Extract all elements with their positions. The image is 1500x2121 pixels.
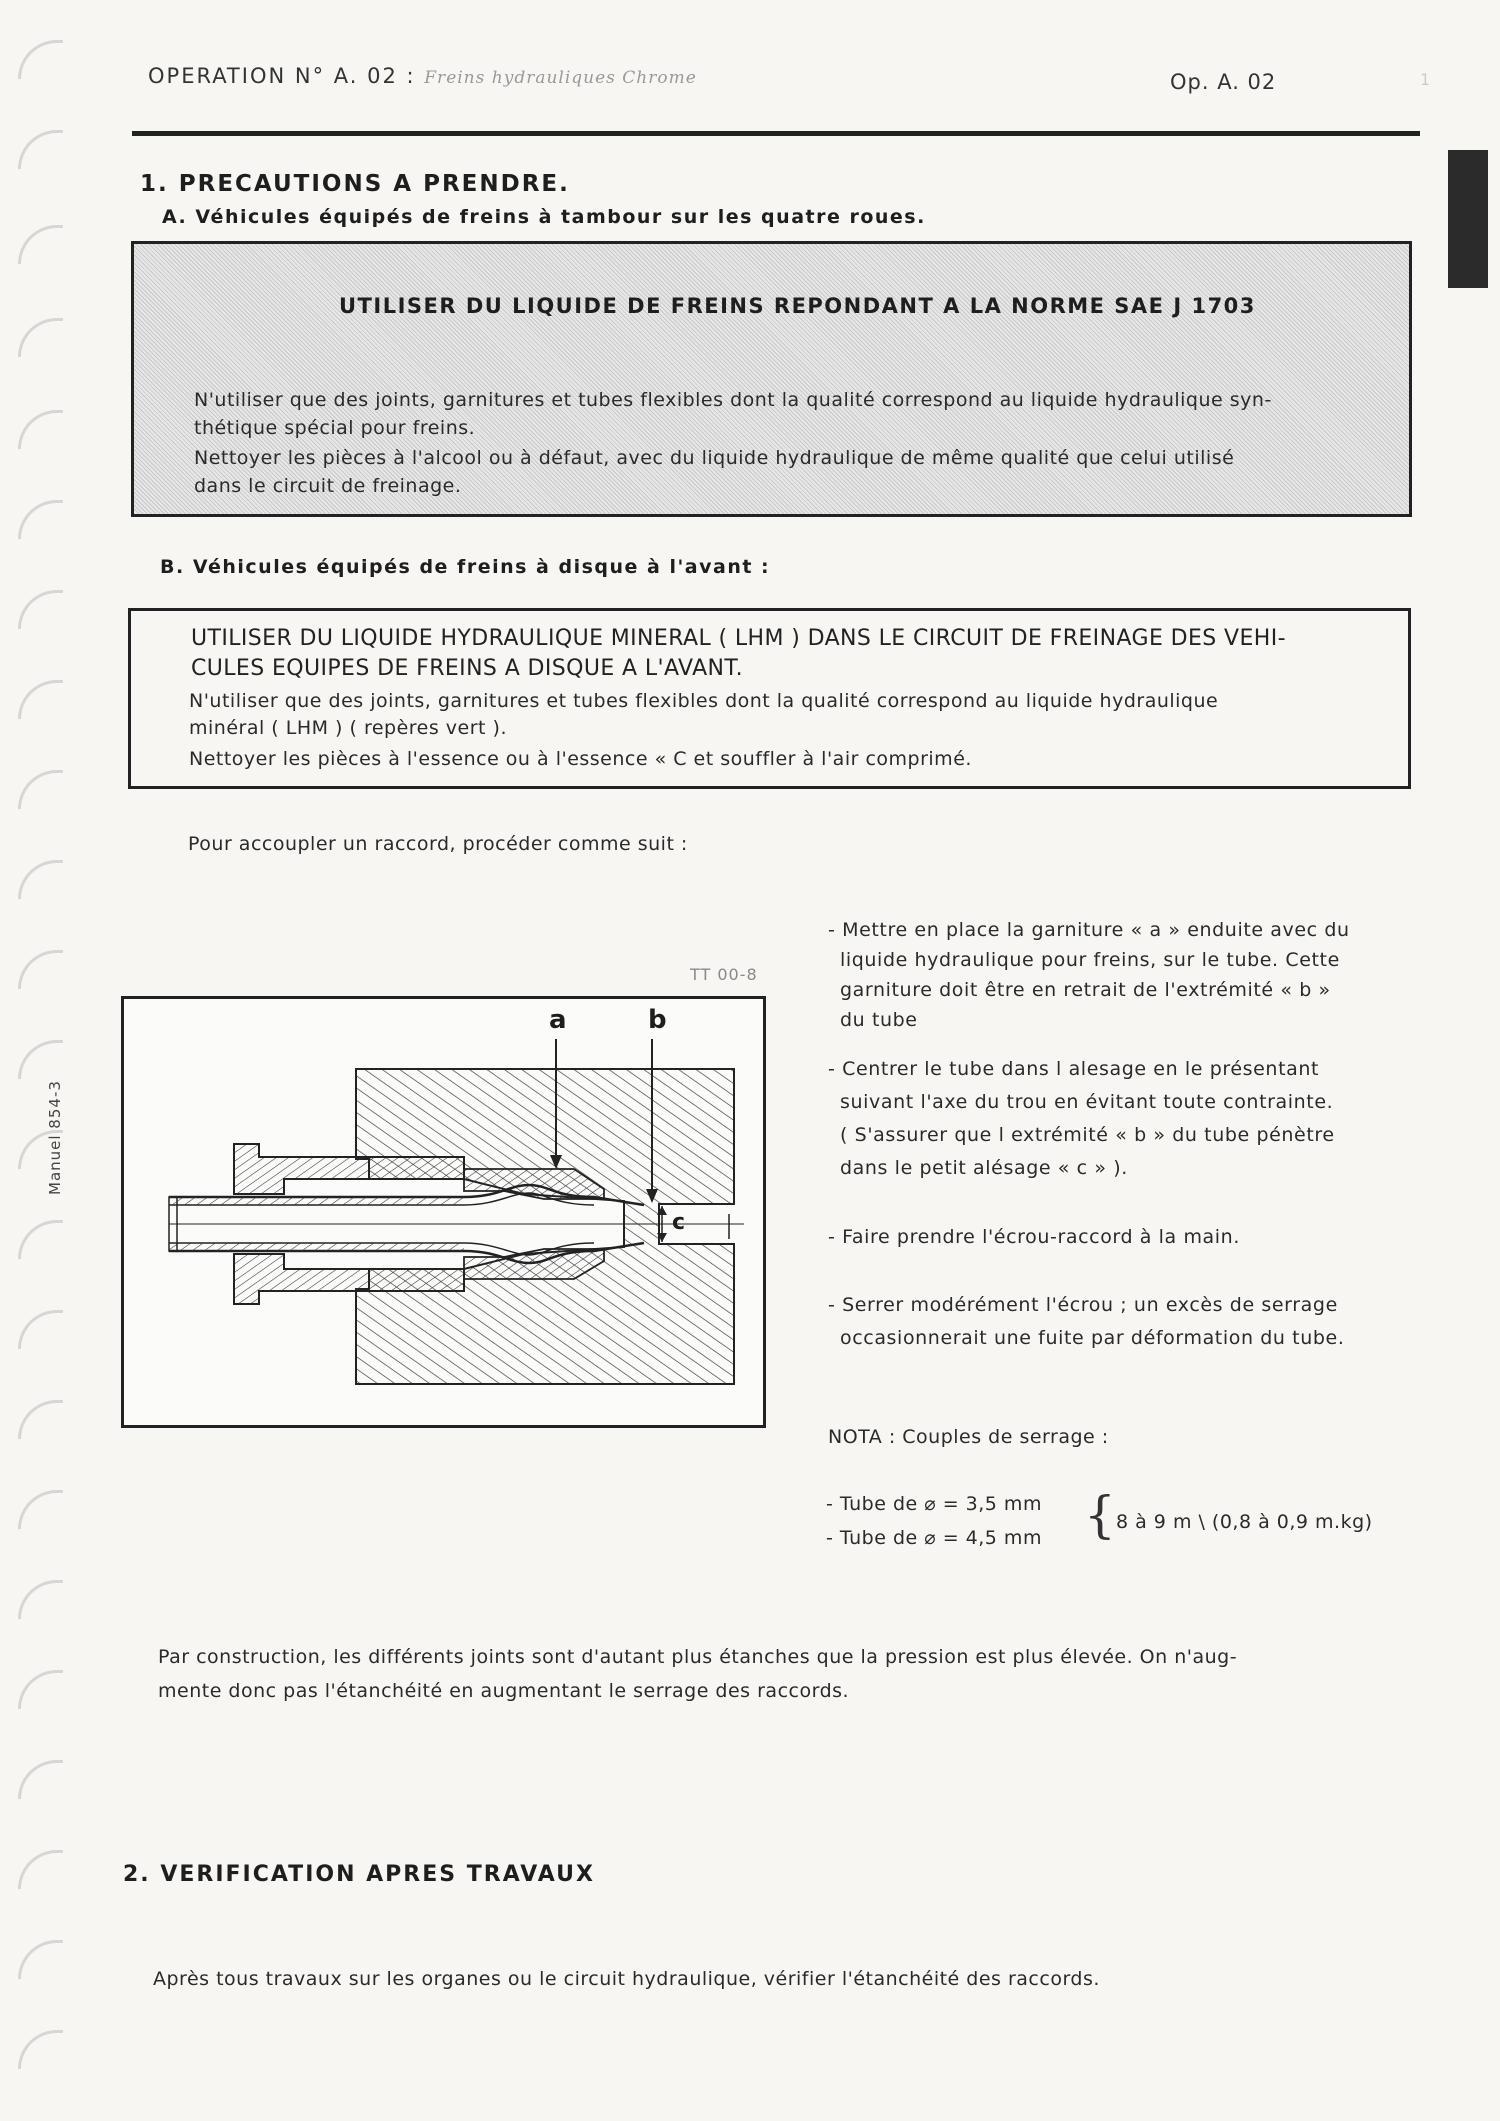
box-b-line-2: CULES EQUIPES DE FREINS A DISQUE A L'AVANT.: [191, 656, 743, 681]
coupling-intro: Pour accoupler un raccord, procéder comme suit :: [188, 833, 688, 855]
page-number: 1: [1420, 70, 1431, 89]
box-a-line-3: Nettoyer les pièces à l'alcool ou à défaut, avec du liquide hydraulique de même qualité que celui utilisé: [194, 447, 1235, 469]
brace: {: [1084, 1486, 1116, 1544]
figure-reference: TT 00-8: [690, 965, 758, 984]
box-a-line-2: thétique spécial pour freins.: [194, 417, 476, 439]
box-b-line-3: N'utiliser que des joints, garnitures et tubes flexibles dont la qualité correspond au liquide hydraulique: [189, 690, 1219, 712]
box-b-line-1: UTILISER DU LIQUIDE HYDRAULIQUE MINERAL ( LHM ) DANS LE CIRCUIT DE FREINAGE DES VEHI-: [191, 626, 1286, 651]
label-a: a: [549, 1005, 567, 1035]
box-a-heading: UTILISER DU LIQUIDE DE FREINS REPONDANT A LA NORME SAE J 1703: [339, 294, 1256, 318]
section-2-title: 2. VERIFICATION APRES TRAVAUX: [123, 1862, 595, 1887]
header-rule: [132, 131, 1420, 136]
operation-title: [148, 64, 697, 88]
subsection-a-title: A. Véhicules équipés de freins à tambour sur les quatre roues.: [162, 206, 926, 228]
construction-note: Par construction, les différents joints sont d'autant plus étanches que la pression est plus élevée. On n'aug- mente donc pas l'étanchéité en augmentant le serrage des raccords.: [158, 1646, 1238, 1702]
section-1-title: 1. PRECAUTIONS A PRENDRE.: [140, 171, 570, 197]
section-tab-marker: [1448, 150, 1488, 288]
fitting-diagram: [121, 996, 766, 1428]
box-a-line-1: N'utiliser que des joints, garnitures et tubes flexibles dont la qualité correspond au liquide hydraulique syn-: [194, 389, 1272, 411]
warning-box-drum-brakes: [131, 241, 1412, 517]
operation-subtitle: Freins hydrauliques Chrome: [424, 68, 697, 88]
label-b: b: [648, 1005, 667, 1035]
operation-ref: Op. A. 02: [1170, 70, 1277, 94]
step-3: - Faire prendre l'écrou-raccord à la main.: [828, 1226, 1240, 1248]
step-1: - Mettre en place la garniture « a » enduite avec du liquide hydraulique pour freins, sur le tube. Cette garniture doit être en retrait de l'extrémité « b » du tube: [828, 919, 1350, 1031]
warning-box-disc-brakes: [128, 608, 1411, 789]
box-b-line-4: minéral ( LHM ) ( repères vert ).: [189, 717, 507, 739]
box-b-line-5: Nettoyer les pièces à l'essence ou à l'essence « C et souffler à l'air comprimé.: [189, 748, 972, 770]
fitting-cross-section: [124, 999, 763, 1425]
box-a-line-4: dans le circuit de freinage.: [194, 475, 462, 497]
torque-value: 8 à 9 m \ (0,8 à 0,9 m.kg): [1116, 1511, 1373, 1533]
nota-title: NOTA : Couples de serrage :: [828, 1426, 1109, 1448]
section-2-text: Après tous travaux sur les organes ou le circuit hydraulique, vérifier l'étanchéité des raccords.: [153, 1968, 1100, 1990]
step-4: - Serrer modérément l'écrou ; un excès de serrage occasionnerait une fuite par déformation du tube.: [828, 1294, 1345, 1349]
manual-side-label: Manuel 854-3: [46, 1080, 64, 1195]
subsection-b-title: B. Véhicules équipés de freins à disque à l'avant :: [160, 556, 771, 578]
operation-number: OPERATION N° A. 02 :: [148, 64, 416, 88]
tube-size-2: - Tube de ⌀ = 4,5 mm: [826, 1527, 1042, 1549]
tube-size-1: - Tube de ⌀ = 3,5 mm: [826, 1493, 1042, 1515]
label-c: c: [672, 1210, 686, 1235]
step-2: - Centrer le tube dans l alesage en le présentant suivant l'axe du trou en évitant toute contrainte. ( S'assurer que l extrémité « b » du tube pénètre dans le petit alésage « c » ).: [828, 1058, 1335, 1179]
